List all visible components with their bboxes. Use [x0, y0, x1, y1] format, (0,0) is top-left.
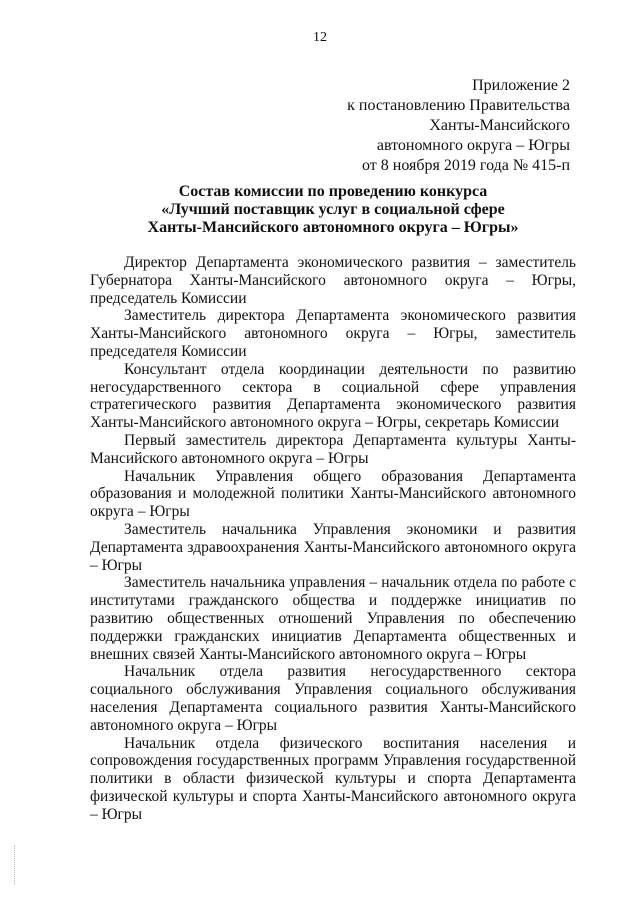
member-entry: Заместитель начальника управления – начальник отдела по работе с институтами гражданского общества и поддержке инициатив по развитию общественных отношений Управления по обеспечению поддержки гражданских инициатив Департамента общественных и внешних связей Ханты-Мансийского автономного округа – Югры	[90, 574, 576, 663]
page-number: 12	[313, 30, 327, 45]
member-entry: Начальник отдела физического воспитания населения и сопровождения государственных программ Управления государственной политики в области физической культуры и спорта Департамента физической культуры и спорта Ханты-Мансийского автономного округа – Югры	[90, 734, 576, 823]
scan-margin-mark	[14, 845, 16, 885]
appendix-line: к постановлению Правительства	[347, 97, 570, 114]
document-title	[90, 183, 576, 237]
member-entry: Заместитель директора Департамента экономического развития Ханты-Мансийского автономного округа – Югры, заместитель председателя Комиссии	[90, 307, 576, 360]
member-entry: Начальник отдела развития негосударственного сектора социального обслуживания Управления социального обслуживания населения Департамента социального развития Ханты-Мансийского автономного округа – Югры	[90, 663, 576, 734]
title-line: Ханты-Мансийского автономного округа – Югры»	[147, 219, 519, 236]
appendix-line: от 8 ноября 2019 года № 415-п	[362, 157, 570, 174]
appendix-line: автономного округа – Югры	[376, 137, 570, 154]
member-entry: Заместитель начальника Управления экономики и развития Департамента здравоохранения Ханты-Мансийского автономного округа – Югры	[90, 520, 576, 574]
title-line: «Лучший поставщик услуг в социальной сфере	[161, 201, 505, 218]
appendix-line: Ханты-Мансийского	[429, 117, 570, 134]
title-line: Состав комиссии по проведению конкурса	[178, 183, 488, 200]
member-entry: Первый заместитель директора Департамента культуры Ханты-Мансийского автономного округа – Югры	[90, 431, 576, 467]
member-entry: Директор Департамента экономического развития – заместитель Губернатора Ханты-Мансийского автономного округа – Югры, председатель Комиссии	[90, 254, 576, 307]
member-entry: Консультант отдела координации деятельности по развитию негосударственного сектора в социальной сфере управления стратегического развития Департамента экономического развития Ханты-Мансийского автономного округа – Югры, секретарь Комиссии	[90, 360, 576, 432]
appendix-header	[347, 76, 570, 176]
commission-members-list	[90, 254, 576, 824]
appendix-line: Приложение 2	[472, 77, 570, 94]
member-entry: Начальник Управления общего образования Департамента образования и молодежной политики Ханты-Мансийского автономного округа – Югры	[90, 467, 576, 521]
